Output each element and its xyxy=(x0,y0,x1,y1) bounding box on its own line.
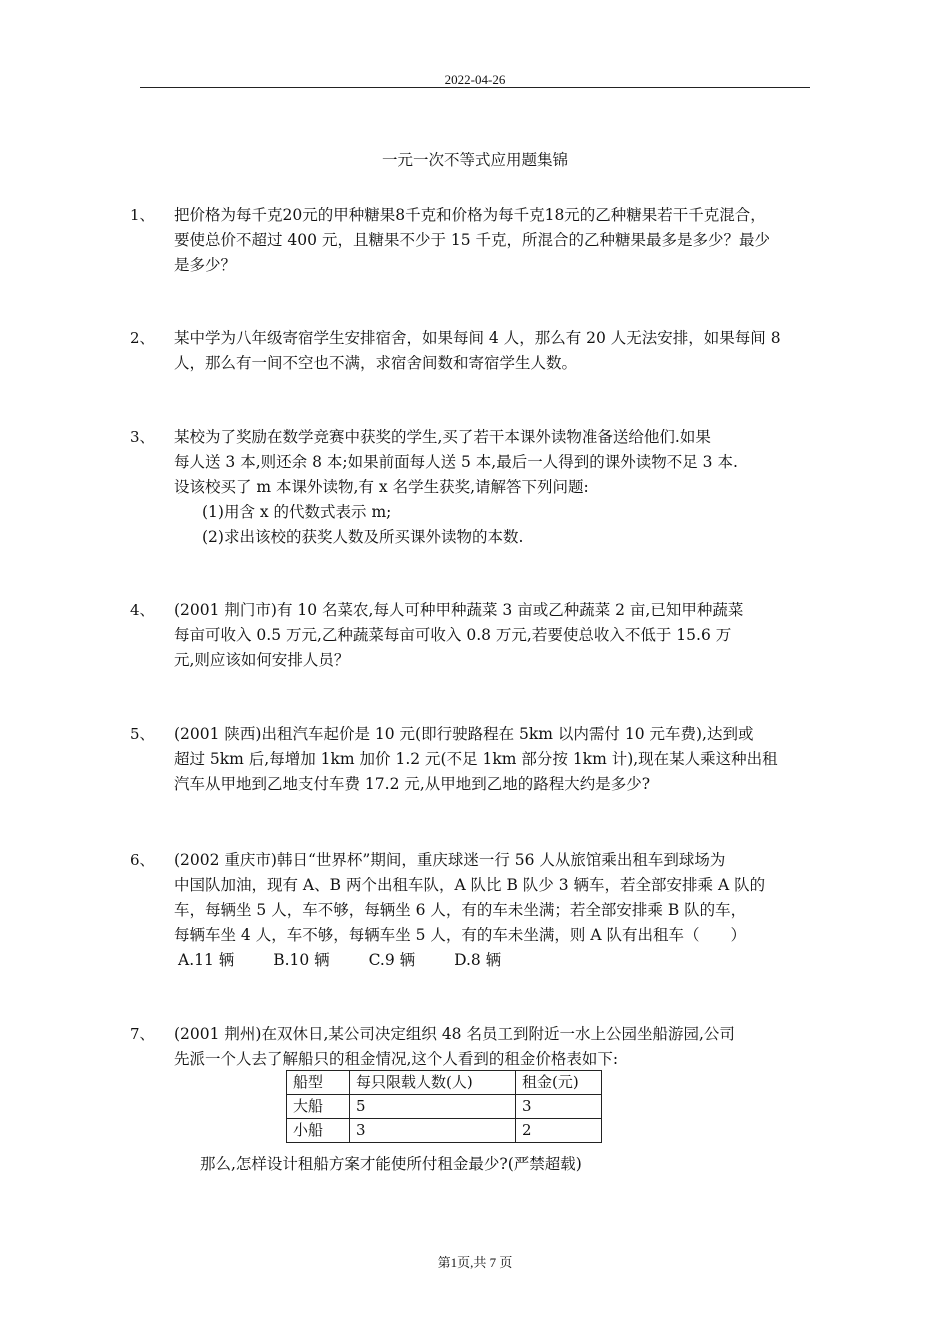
option-c: C.9 辆 xyxy=(368,951,416,969)
answer-options xyxy=(174,948,810,973)
question-text xyxy=(174,848,810,973)
text-line: 某校为了奖励在数学竞赛中获奖的学生,买了若干本课外读物准备送给他们.如果 xyxy=(174,428,711,446)
question-text xyxy=(174,425,810,550)
header-rule xyxy=(140,87,810,88)
question-text xyxy=(174,326,810,376)
table-cell: 小船 xyxy=(287,1119,350,1143)
question-number: 6、 xyxy=(130,851,155,869)
table-cell: 5 xyxy=(350,1095,516,1119)
text-line: 每人送 3 本,则还余 8 本;如果前面每人送 5 本,最后一人得到的课外读物不足 3 本. xyxy=(174,453,738,471)
question-number: 3、 xyxy=(130,428,155,446)
header-date: 2022-04-26 xyxy=(444,72,506,87)
option-a: A.11 辆 xyxy=(178,951,235,969)
option-d: D.8 辆 xyxy=(454,951,502,969)
text-line: 设该校买了 m 本课外读物,有 x 名学生获奖,请解答下列问题: xyxy=(174,478,589,496)
table-header-cell: 租金(元) xyxy=(516,1071,602,1095)
sub-question: (2)求出该校的获奖人数及所买课外读物的本数. xyxy=(202,528,524,546)
question-text xyxy=(174,1022,810,1072)
text-line: (2002 重庆市)韩日“世界杯”期间，重庆球迷一行 56 人从旅馆乘出租车到球场为 xyxy=(174,851,726,869)
table-header-cell: 船型 xyxy=(287,1071,350,1095)
text-line: (2001 荆门市)有 10 名菜农,每人可种甲种蔬菜 3 亩或乙种蔬菜 2 亩,已知甲种蔬菜 xyxy=(174,601,744,619)
text-line: 先派一个人去了解船只的租金情况,这个人看到的租金价格表如下: xyxy=(174,1050,619,1068)
question-number: 5、 xyxy=(130,725,155,743)
question-number: 7、 xyxy=(130,1025,155,1043)
page-footer: 第1页,共 7 页 xyxy=(437,1255,513,1270)
text-line: 中国队加油，现有 A、B 两个出租车队，A 队比 B 队少 3 辆车，若全部安排乘 A 队的 xyxy=(174,876,766,894)
text-line: 车，每辆坐 5 人，车不够，每辆坐 6 人，有的车未坐满；若全部安排乘 B 队的车， xyxy=(174,901,747,919)
question-number: 1、 xyxy=(130,206,155,224)
table-row xyxy=(287,1095,602,1119)
table-header-row xyxy=(287,1071,602,1095)
table-row xyxy=(287,1119,602,1143)
text-line: 人，那么有一间不空也不满，求宿舍间数和寄宿学生人数。 xyxy=(174,354,578,372)
text-line: 要使总价不超过 400 元，且糖果不少于 15 千克，所混合的乙种糖果最多是多少？最少 xyxy=(174,231,771,249)
text-line: 是多少？ xyxy=(174,256,237,274)
rental-price-table xyxy=(286,1070,602,1143)
option-b: B.10 辆 xyxy=(273,951,330,969)
text-line: 每辆车坐 4 人，车不够，每辆车坐 5 人，有的车未坐满，则 A 队有出租车（ ） xyxy=(174,926,746,944)
text-line: 汽车从甲地到乙地支付车费 17.2 元,从甲地到乙地的路程大约是多少? xyxy=(174,775,651,793)
closing-question: 那么,怎样设计租船方案才能使所付租金最少?(严禁超载) xyxy=(200,1155,582,1173)
table-cell: 3 xyxy=(516,1095,602,1119)
text-line: 元,则应该如何安排人员？ xyxy=(174,651,350,669)
table-cell: 3 xyxy=(350,1119,516,1143)
text-line: (2001 荆州)在双休日,某公司决定组织 48 名员工到附近一水上公园坐船游园,公司 xyxy=(174,1025,735,1043)
document-title: 一元一次不等式应用题集锦 xyxy=(381,151,568,169)
question-text xyxy=(174,203,810,278)
text-line: 某中学为八年级寄宿学生安排宿舍，如果每间 4 人，那么有 20 人无法安排，如果每间 8 xyxy=(174,329,781,347)
text-line: 每亩可收入 0.5 万元,乙种蔬菜每亩可收入 0.8 万元,若要使总收入不低于 15.6 万 xyxy=(174,626,732,644)
sub-question: (1)用含 x 的代数式表示 m; xyxy=(202,503,392,521)
table-header-cell: 每只限载人数(人) xyxy=(350,1071,516,1095)
table-cell: 大船 xyxy=(287,1095,350,1119)
text-line: 超过 5km 后,每增加 1km 加价 1.2 元(不足 1km 部分按 1km 计),现在某人乘这种出租 xyxy=(174,750,778,768)
question-text xyxy=(174,598,810,673)
question-number: 2、 xyxy=(130,329,155,347)
text-line: (2001 陕西)出租汽车起价是 10 元(即行驶路程在 5km 以内需付 10 元车费),达到或 xyxy=(174,725,754,743)
question-text xyxy=(174,722,810,797)
question-number: 4、 xyxy=(130,601,155,619)
text-line: 把价格为每千克20元的甲种糖果8千克和价格为每千克18元的乙种糖果若干千克混合， xyxy=(174,206,766,224)
table-cell: 2 xyxy=(516,1119,602,1143)
